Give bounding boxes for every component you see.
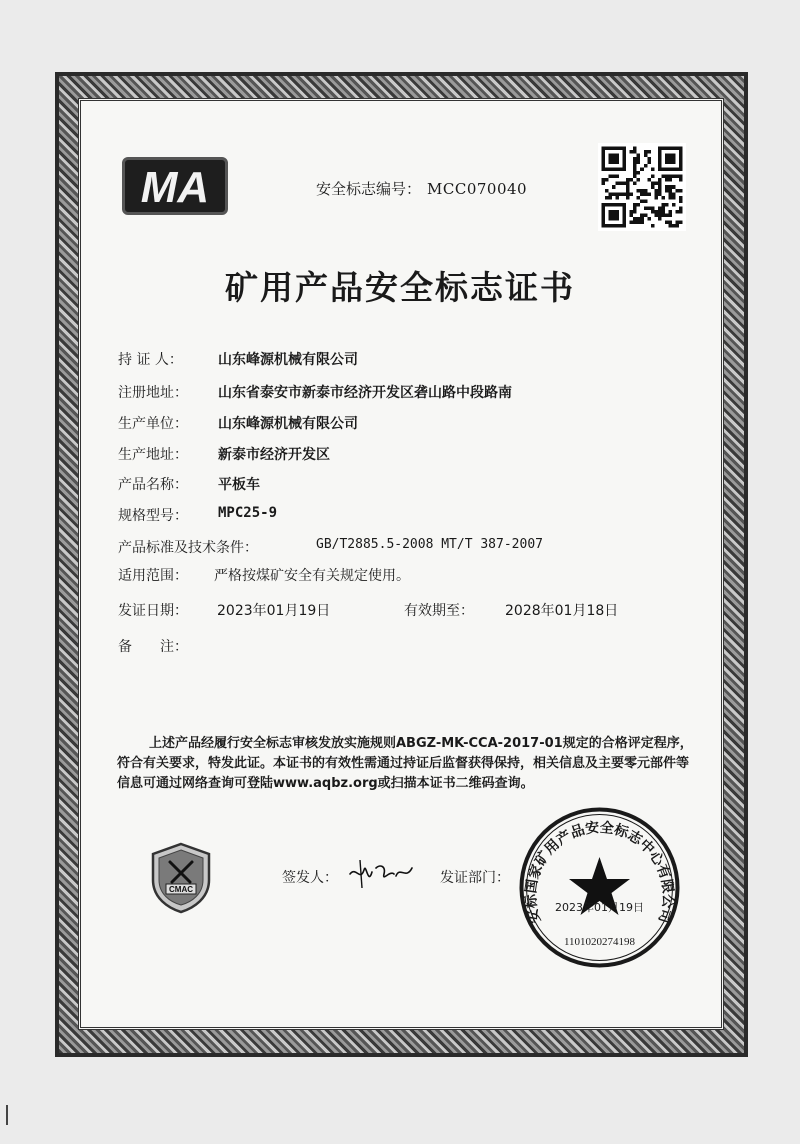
department-label: 发证部门：	[440, 870, 510, 886]
statement-paragraph: 上述产品经履行安全标志审核发放实施规则ABGZ-MK-CCA-2017-01规定的合格评定程序，符合有关要求，特发此证。本证书的有效性需通过持证后监督获得保持，相关信息及主要零元部件等信息可通过网络查询可登陆www.aqbz.org或扫描本证书二维码查询。	[117, 736, 693, 791]
field-value: GB/T2885.5-2008 MT/T 387-2007	[316, 537, 543, 552]
field-label: 有效期至：	[404, 603, 474, 619]
field-label: 注册地址：	[118, 385, 188, 401]
field-label: 产品标准及技术条件：	[118, 540, 258, 556]
field-value: 山东峰源机械有限公司	[218, 416, 358, 432]
field-label: 规格型号：	[118, 508, 188, 524]
field-label: 生产地址：	[118, 447, 188, 463]
cmac-logo-text: CMAC	[169, 885, 193, 894]
field-value: 山东峰源机械有限公司	[218, 352, 358, 368]
field-value: MPC25-9	[218, 505, 278, 521]
cert-number-label: 安全标志编号：	[316, 180, 422, 198]
qr-code-icon	[598, 143, 686, 231]
field-value: 平板车	[218, 477, 260, 493]
field-label: 生产单位：	[118, 416, 188, 432]
cert-number	[316, 178, 527, 199]
ma-logo	[122, 157, 228, 215]
signer-label: 签发人：	[282, 870, 338, 886]
field-label: 持 证 人：	[118, 352, 183, 368]
field-value: 严格按煤矿安全有关规定使用。	[214, 568, 410, 584]
field-value: 新泰市经济开发区	[218, 447, 330, 463]
cert-number-value: MCC070040	[427, 180, 528, 198]
seal-number: 1101020274198	[563, 936, 636, 948]
field-value: 2028年01月18日	[505, 603, 619, 619]
field-label: 适用范围：	[118, 568, 188, 584]
field-label: 产品名称：	[118, 477, 188, 493]
field-label: 备 注：	[118, 639, 188, 655]
cmac-logo	[150, 842, 212, 914]
handwritten-signature	[346, 852, 416, 892]
official-seal	[517, 805, 682, 970]
scan-edge-mark	[6, 1105, 8, 1125]
field-value: 2023年01月19日	[217, 603, 331, 619]
seal-outer-text: 安标国家矿用产品安全标志中心有限公司	[523, 819, 676, 925]
seal-date: 2023年01月19日	[555, 901, 644, 914]
field-label: 发证日期：	[118, 603, 188, 619]
field-value: 山东省泰安市新泰市经济开发区砻山路中段路南	[218, 385, 512, 401]
ma-logo-text: MA	[140, 163, 210, 212]
certificate-title: 矿用产品安全标志证书	[225, 268, 575, 307]
